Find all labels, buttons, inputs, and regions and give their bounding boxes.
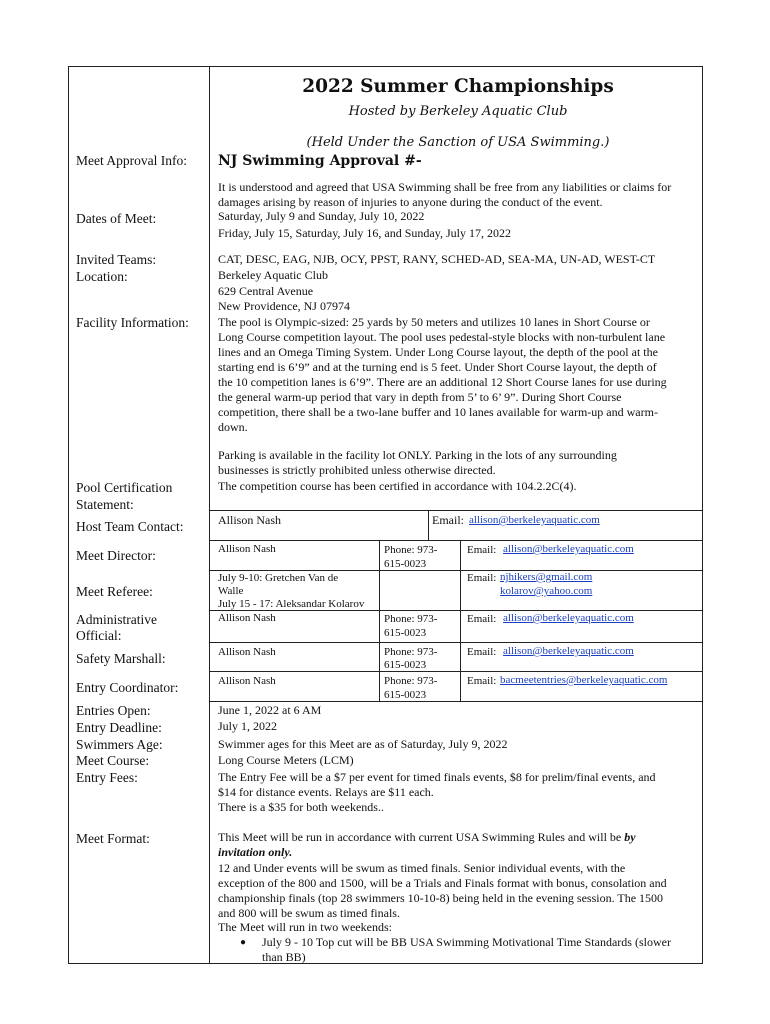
location-line-3: New Providence, NJ 07974 (218, 299, 350, 313)
meet-format-line-1 (218, 830, 636, 845)
facility-line: the general warm-up period that vary in depth from 5’ to 6’ 9”. During Short Course (218, 390, 622, 404)
safety-label: Safety Marshall: (76, 651, 166, 666)
meet-course-label: Meet Course: (76, 753, 150, 768)
entry-deadline-label: Entry Deadline: (76, 720, 162, 735)
meet-format-line: The Meet will run in two weekends: (218, 920, 392, 934)
director-email-link[interactable]: allison@berkeleyaquatic.com (503, 543, 634, 555)
meet-format-line-1b: by (624, 830, 636, 844)
dates-line-1: Saturday, July 9 and Sunday, July 10, 2022 (218, 209, 425, 223)
entry-fees-line-1: The Entry Fee will be a $7 per event for timed finals events, $8 for prelim/final events, and (218, 770, 656, 784)
director-label: Meet Director: (76, 548, 156, 563)
entry-coordinator-label: Entry Coordinator: (76, 680, 179, 695)
swimmers-age-label: Swimmers Age: (76, 737, 163, 752)
row-divider (209, 510, 703, 511)
meet-format-bullet-1: July 9 - 10 Top cut will be BB USA Swimming Motivational Time Standards (slower (262, 935, 671, 949)
director-email-label: Email: (467, 544, 497, 556)
referee-label: Meet Referee: (76, 584, 153, 599)
entry-coordinator-phone-2: 615-0023 (384, 689, 427, 701)
referee-name-1: July 9-10: Gretchen Van de (218, 572, 339, 584)
cell-divider (428, 510, 429, 540)
entries-open-label: Entries Open: (76, 703, 151, 718)
approval-label: Meet Approval Info: (76, 153, 187, 168)
admin-name: Allison Nash (218, 612, 276, 624)
safety-name: Allison Nash (218, 646, 276, 658)
safety-email-label: Email: (467, 646, 497, 658)
admin-label-1: Administrative (76, 612, 157, 627)
meet-format-bullet-2: than BB) (262, 950, 306, 964)
director-phone-1: Phone: 973- (384, 544, 438, 556)
row-divider (209, 671, 703, 672)
row-divider (209, 540, 703, 541)
cell-divider (379, 540, 380, 701)
referee-email-label: Email: (467, 572, 497, 584)
meet-format-label: Meet Format: (76, 831, 150, 846)
teams-value: CAT, DESC, EAG, NJB, OCY, PPST, RANY, SCHED-AD, SEA-MA, UN-AD, WEST-CT (218, 252, 656, 266)
cell-divider (460, 540, 461, 701)
certification-label-2: Statement: (76, 497, 134, 512)
teams-label: Invited Teams: (76, 252, 157, 267)
director-name: Allison Nash (218, 543, 276, 555)
admin-phone-1: Phone: 973- (384, 613, 438, 625)
meet-format-line: exception of the 800 and 1500, will be a Trials and Finals format with bonus, consolation and (218, 876, 667, 890)
facility-line: The pool is Olympic-sized: 25 yards by 50 meters and utilizes 10 lanes in Short Course or (218, 315, 650, 329)
facility-line: competition, there shall be a two-lane buffer and 10 lanes available for warm-up and warm- (218, 405, 658, 419)
entry-fees-line-2: $14 for distance events. Relays are $11 each. (218, 785, 434, 799)
dates-line-2: Friday, July 15, Saturday, July 16, and Sunday, July 17, 2022 (218, 226, 511, 240)
referee-email-link-2[interactable]: kolarov@yahoo.com (500, 585, 593, 597)
admin-phone-2: 615-0023 (384, 627, 427, 639)
bullet-icon: ● (240, 937, 247, 948)
meet-format-line-2: invitation only. (218, 845, 293, 859)
entry-deadline-value: July 1, 2022 (218, 719, 278, 733)
host-contact-email-link[interactable]: allison@berkeleyaquatic.com (469, 514, 600, 526)
facility-line: lines and an Omega Timing System. Under Long Course layout, the depth of the pool at the (218, 345, 658, 359)
meet-format-line-1a: This Meet will be run in accordance with current USA Swimming Rules and will be (218, 830, 625, 844)
entry-coordinator-name: Allison Nash (218, 675, 276, 687)
facility-line: starting end is 6’9” and at the turning end is 5 feet. Under Short Course layout, the depth of (218, 360, 657, 374)
safety-email-link[interactable]: allison@berkeleyaquatic.com (503, 645, 634, 657)
disclaimer-line-2: damages arising by reason of injuries to anyone during the conduct of the event. (218, 195, 603, 209)
meet-format-line: championship finals (top 28 swimmers 10-10-8) being held in the evening session. The 1500 (218, 891, 664, 905)
parking-line-2: businesses is strictly prohibited unless otherwise directed. (218, 463, 496, 477)
facility-line: down. (218, 420, 248, 434)
entry-coordinator-email-link[interactable]: bacmeetentries@berkeleyaquatic.com (500, 674, 668, 686)
host-contact-label: Host Team Contact: (76, 519, 184, 534)
entry-fees-line-3: There is a $35 for both weekends.. (218, 800, 384, 814)
certification-value: The competition course has been certified in accordance with 104.2.2C(4). (218, 479, 577, 493)
host-contact-name: Allison Nash (218, 513, 281, 527)
entry-coordinator-phone-1: Phone: 973- (384, 675, 438, 687)
director-phone-2: 615-0023 (384, 558, 427, 570)
approval-value: NJ Swimming Approval #- (218, 153, 422, 169)
location-line-1: Berkeley Aquatic Club (218, 268, 328, 282)
entry-fees-label: Entry Fees: (76, 770, 138, 785)
referee-email-link-1[interactable]: njhikers@gmail.com (500, 571, 593, 583)
safety-phone-2: 615-0023 (384, 659, 427, 671)
disclaimer-line-1: It is understood and agreed that USA Swimming shall be free from any liabilities or claims for (218, 180, 672, 194)
facility-line: the 10 competition lanes is 6’9”. There are an additional 12 Short Course lanes for use during (218, 375, 667, 389)
admin-email-label: Email: (467, 613, 497, 625)
host-line: Hosted by Berkeley Aquatic Club (348, 104, 568, 119)
meet-course-value: Long Course Meters (LCM) (218, 753, 354, 767)
column-divider (209, 66, 210, 964)
location-label: Location: (76, 269, 128, 284)
entries-open-value: June 1, 2022 at 6 AM (218, 703, 322, 717)
meet-format-line: 12 and Under events will be swum as timed finals. Senior individual events, with the (218, 861, 626, 875)
swimmers-age-value: Swimmer ages for this Meet are as of Saturday, July 9, 2022 (218, 737, 508, 751)
certification-label-1: Pool Certification (76, 480, 173, 495)
facility-line: Long Course competition layout. The pool uses pedestal-style blocks with non-turbulent lane (218, 330, 666, 344)
host-contact-email-label: Email: (432, 513, 464, 527)
row-divider (209, 701, 703, 702)
entry-coordinator-email-label: Email: (467, 675, 497, 687)
facility-label: Facility Information: (76, 315, 189, 330)
referee-name-2: Walle (218, 585, 244, 597)
dates-label: Dates of Meet: (76, 211, 157, 226)
parking-line-1: Parking is available in the facility lot ONLY. Parking in the lots of any surrounding (218, 448, 617, 462)
page-title: 2022 Summer Championships (302, 76, 614, 97)
referee-name-3: July 15 - 17: Aleksandar Kolarov (218, 598, 365, 610)
meet-format-line: and 800 will be swum as timed finals. (218, 906, 400, 920)
row-divider (209, 642, 703, 643)
location-line-2: 629 Central Avenue (218, 284, 314, 298)
admin-label-2: Official: (76, 628, 122, 643)
admin-email-link[interactable]: allison@berkeleyaquatic.com (503, 612, 634, 624)
sanction-line: (Held Under the Sanction of USA Swimming.) (306, 135, 610, 150)
safety-phone-1: Phone: 973- (384, 646, 438, 658)
